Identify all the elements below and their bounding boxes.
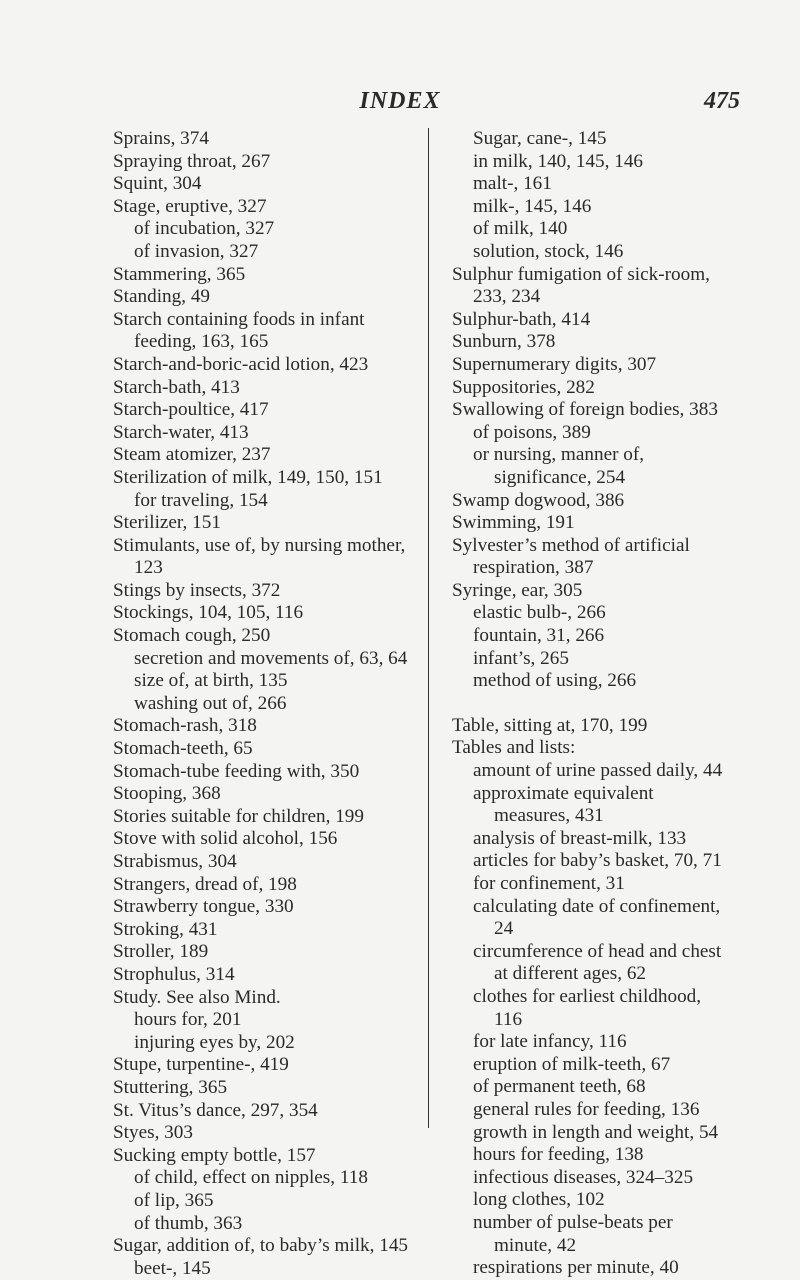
index-subentry: solution, stock, 146: [473, 240, 624, 262]
index-entry: Stimulants, use of, by nursing mother, 123: [113, 534, 406, 579]
index-entry: St. Vitus’s dance, 297, 354: [113, 1099, 318, 1121]
index-entry: Sugar, addition of, to baby’s milk, 145: [113, 1235, 409, 1257]
index-entry: Stove with solid alcohol, 156: [113, 828, 338, 850]
index-subentry: of invasion, 327: [134, 240, 259, 262]
index-subentry: size of, at birth, 135: [134, 670, 288, 692]
page-header: [60, 88, 740, 122]
index-entry: Standing, 49: [113, 286, 211, 308]
index-entry: Stupe, turpentine-, 419: [113, 1054, 289, 1076]
index-entry: Stomach-tube feeding with, 350: [113, 760, 360, 782]
index-subentry: of child, effect on nipples, 118: [134, 1167, 368, 1189]
index-subentry: respirations per minute, 40: [473, 1257, 679, 1279]
index-subentry: clothes for earliest childhood, 116: [473, 985, 702, 1030]
index-subentry: malt-, 161: [473, 173, 552, 195]
index-entry: Styes, 303: [113, 1122, 193, 1144]
index-entry: Stage, eruptive, 327: [113, 195, 267, 217]
index-entry: Sylvester’s method of artificial respiration, 387: [452, 534, 690, 579]
index-column-right: [452, 128, 732, 1280]
index-subentry: milk-, 145, 146: [473, 195, 592, 217]
index-entry: Strangers, dread of, 198: [113, 873, 297, 895]
index-subentry: number of pulse-beats per minute, 42: [473, 1211, 673, 1256]
index-subentry: of milk, 140: [473, 218, 568, 240]
index-entry: Stories suitable for children, 199: [113, 805, 364, 827]
index-entry: Stroller, 189: [113, 941, 209, 963]
index-entry: Sterilizer, 151: [113, 512, 221, 534]
index-entry: Sunburn, 378: [452, 331, 556, 353]
index-entry: Starch-bath, 413: [113, 376, 240, 398]
index-entry: Study. See also Mind.: [113, 986, 281, 1008]
index-entry: Starch-poultice, 417: [113, 399, 269, 421]
index-subentry: injuring eyes by, 202: [134, 1031, 295, 1053]
index-subentry: amount of urine passed daily, 44: [473, 760, 723, 782]
index-subentry: Sugar, cane-, 145: [473, 128, 607, 149]
index-subentry: elastic bulb-, 266: [473, 602, 606, 624]
index-entry: Sterilization of milk, 149, 150, 151: [113, 466, 383, 488]
index-entry: Stroking, 431: [113, 918, 218, 940]
index-entry: Stooping, 368: [113, 783, 221, 805]
index-subentry: for traveling, 154: [134, 489, 268, 511]
index-subentry: of thumb, 363: [134, 1212, 243, 1234]
index-entry: Stockings, 104, 105, 116: [113, 602, 304, 624]
index-entry: Suppositories, 282: [452, 376, 595, 398]
index-entry: Strabismus, 304: [113, 851, 237, 872]
index-subentry: of incubation, 327: [134, 218, 275, 240]
index-subentry: for late infancy, 116: [473, 1031, 627, 1053]
index-entry: Stomach cough, 250: [113, 625, 271, 647]
index-entry: Sprains, 374: [113, 128, 209, 149]
index-column-left: [113, 128, 423, 1280]
index-entry: Stomach-teeth, 65: [113, 738, 253, 760]
index-subentry: infectious diseases, 324–325: [473, 1166, 694, 1188]
index-entry: Stomach-rash, 318: [113, 715, 257, 737]
index-subentry: calculating date of confinement, 24: [473, 895, 721, 940]
index-subentry: analysis of breast-milk, 133: [473, 827, 687, 849]
index-subentry: or nursing, manner of, significance, 254: [473, 444, 645, 488]
index-subentry: beet-, 145: [134, 1257, 211, 1279]
index-entry: Starch containing foods in infant feeding, 163, 165: [113, 308, 365, 353]
index-subentry: growth in length and weight, 54: [473, 1121, 719, 1143]
index-subentry: circumference of head and chest at different ages, 62: [473, 940, 722, 985]
index-subentry: approximate equivalent measures, 431: [473, 782, 654, 827]
index-subentry: long clothes, 102: [473, 1189, 605, 1211]
index-entry: Stings by insects, 372: [113, 579, 281, 601]
column-divider: [428, 128, 429, 1128]
index-entry: Strawberry tongue, 330: [113, 896, 294, 918]
index-entry: Starch-and-boric-acid lotion, 423: [113, 353, 369, 375]
index-subentry: infant’s, 265: [473, 647, 569, 669]
index-entry: Starch-water, 413: [113, 421, 249, 443]
index-subentry: fountain, 31, 266: [473, 625, 605, 647]
index-subentry: washing out of, 266: [134, 692, 287, 714]
index-entry: Sucking empty bottle, 157: [113, 1144, 316, 1166]
index-entry: Supernumerary digits, 307: [452, 353, 657, 375]
index-subentry: for confinement, 31: [473, 873, 625, 894]
index-entry: Table, sitting at, 170, 199: [452, 714, 648, 736]
index-entry: Strophulus, 314: [113, 963, 235, 985]
index-subentry: articles for baby’s basket, 70, 71: [473, 850, 722, 872]
index-subentry: of permanent teeth, 68: [473, 1076, 646, 1098]
index-entry: Sulphur-bath, 414: [452, 308, 591, 330]
index-subentry: eruption of milk-teeth, 67: [473, 1053, 671, 1075]
index-entry: Stammering, 365: [113, 263, 246, 285]
index-entry: Sulphur fumigation of sick-room, 233, 234: [452, 263, 710, 308]
index-subentry: in milk, 140, 145, 146: [473, 150, 644, 172]
index-entry: Swallowing of foreign bodies, 383: [452, 399, 718, 421]
index-entry: Tables and lists:: [452, 737, 576, 759]
index-subentry: of poisons, 389: [473, 421, 591, 443]
index-subentry: method of using, 266: [473, 670, 637, 692]
page-number: 475: [704, 88, 740, 114]
index-subentry: secretion and movements of, 63, 64: [134, 647, 408, 669]
index-entry: Squint, 304: [113, 173, 202, 195]
index-entry: Spraying throat, 267: [113, 150, 271, 172]
index-subentry: general rules for feeding, 136: [473, 1098, 700, 1120]
index-entry: Stuttering, 365: [113, 1076, 228, 1098]
index-subentry: hours for, 201: [134, 1009, 242, 1031]
index-entry: Steam atomizer, 237: [113, 444, 271, 466]
running-title: INDEX: [359, 88, 441, 114]
index-entry: Swamp dogwood, 386: [452, 489, 625, 511]
index-entry: Swimming, 191: [452, 512, 575, 534]
index-entry: Syringe, ear, 305: [452, 579, 583, 601]
index-subentry: of lip, 365: [134, 1189, 214, 1211]
index-subentry: hours for feeding, 138: [473, 1144, 644, 1166]
